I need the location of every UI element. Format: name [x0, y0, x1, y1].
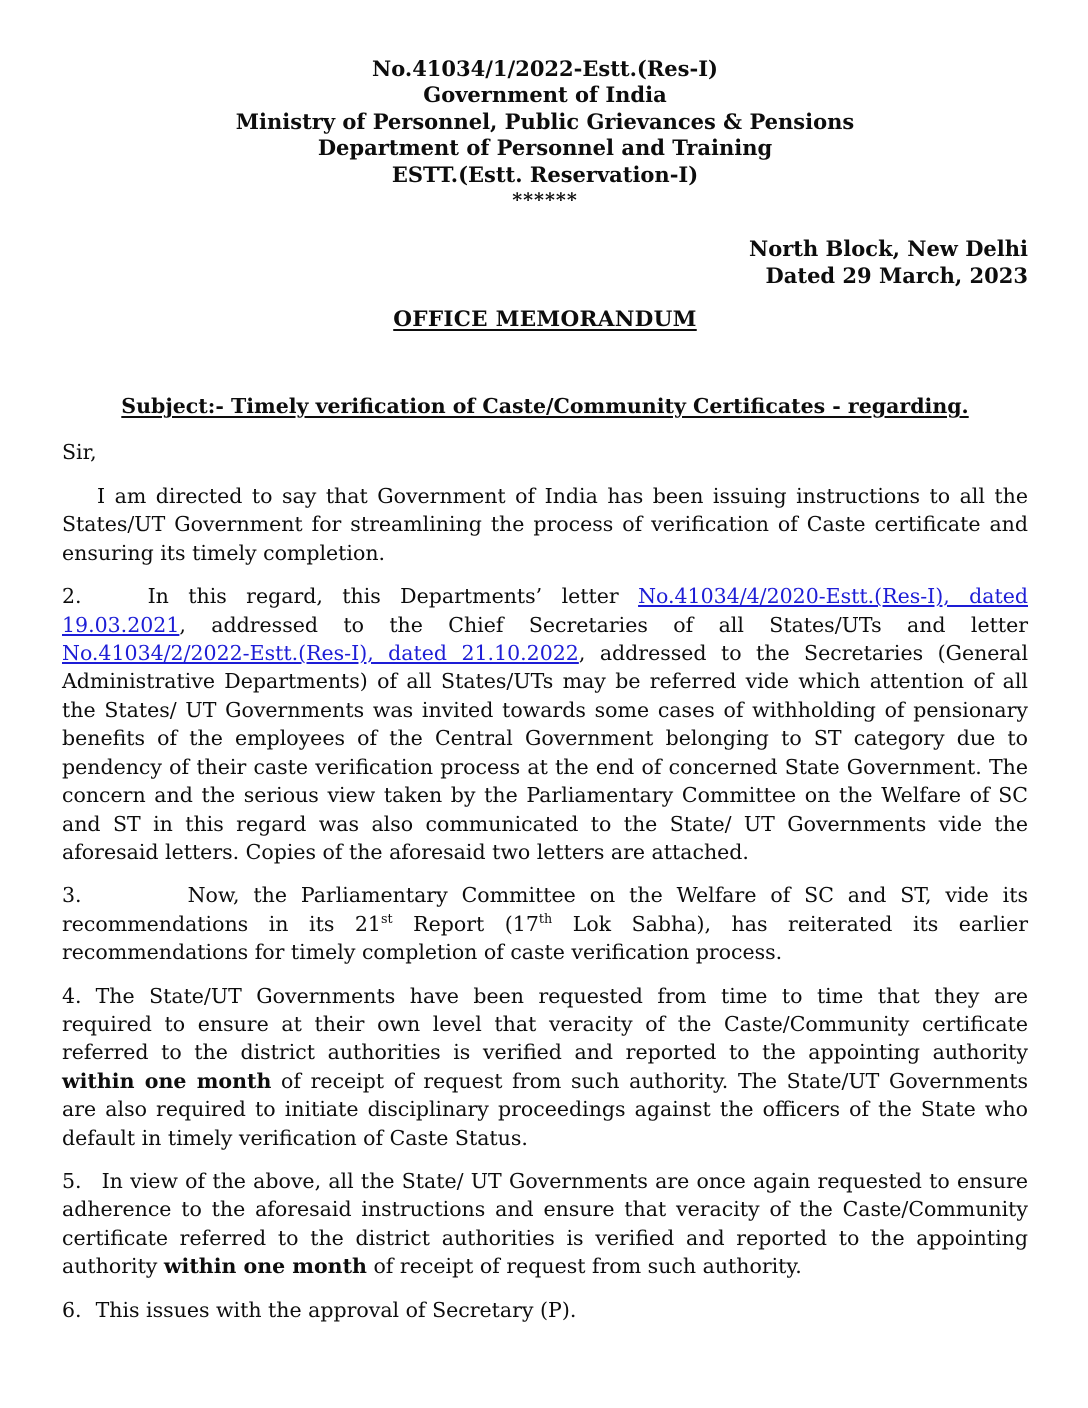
paragraph-2-text: , addressed to the Secretaries (General Administrative Departments) of all States/UTs may be referred vide which attention of all the States/ UT Governments was invited towards some cases of withholding of pensionary benefits of the employees of the Central Government belonging to ST category due to pendency of their caste verification process at the end of concerned State Government. The concern and the serious view taken by the Parliamentary Committee on the Welfare of SC and ST in this regard was also communicated to the State/ UT Governments vide the aforesaid letters. Copies of the aforesaid two letters are attached. [62, 641, 1028, 864]
paragraph-4-text: The State/UT Governments have been requested from time to time that they are required to ensure at their own level that veracity of the Caste/Community certificate referred to the district authorities is verified and reported to the appointing authority [62, 983, 1028, 1065]
paragraph-3-text: Lok Sabha), has reiterated its earlier recommendations for timely completion of caste verification process. [62, 911, 1028, 965]
org-line-section: ESTT.(Estt. Reservation-I) [391, 161, 699, 187]
emphasis-within-one-month: within one month [62, 1068, 272, 1093]
paragraph-5-text: In view of the above, all the State/ UT Governments are once again requested to ensure adherence to the aforesaid instructions and ensure that veracity of the Caste/Community certificate referred to the district authorities is verified and reported to the appointing authority [62, 1168, 1028, 1279]
paragraph-2 [62, 582, 1028, 866]
ordinal-superscript: st [380, 910, 393, 926]
tab-spacer [82, 602, 148, 603]
paragraph-5 [62, 1167, 1028, 1281]
place-line: North Block, New Delhi [749, 236, 1028, 262]
letterhead [62, 56, 1028, 212]
paragraph-1 [62, 482, 1028, 567]
emphasis-within-one-month: within one month [163, 1254, 367, 1279]
tab-spacer [82, 1187, 102, 1188]
paragraph-2-text: In this regard, this Departments’ letter [147, 584, 639, 609]
tab-spacer [82, 1316, 96, 1317]
dateline-block [62, 236, 1028, 289]
paragraph-4 [62, 982, 1028, 1152]
date-line: Dated 29 March, 2023 [765, 262, 1028, 288]
subject-line: Subject:- Timely verification of Caste/Community Certificates - regarding. [121, 394, 969, 419]
paragraph-1-text: I am directed to say that Government of India has been issuing instructions to all the States/UT Government for streamlining the process of verification of Caste certificate and ensuring its timely completion. [62, 484, 1028, 565]
separator-stars: ****** [512, 189, 578, 212]
memo-title: OFFICE MEMORANDUM [393, 307, 697, 333]
letter-link-2022[interactable]: No.41034/2/2022-Estt.(Res-I), dated 21.10.2022 [62, 641, 579, 666]
paragraph-3 [62, 881, 1028, 966]
paragraph-5-number: 5. [62, 1168, 82, 1193]
org-line-ministry: Ministry of Personnel, Public Grievances & Pensions [235, 108, 855, 134]
org-line-department: Department of Personnel and Training [317, 135, 773, 161]
paragraph-6-number: 6. [62, 1297, 82, 1322]
paragraph-6 [62, 1296, 1028, 1324]
tab-spacer [82, 901, 188, 902]
reference-number: No.41034/1/2022-Estt.(Res-I) [372, 56, 718, 81]
paragraph-5-text: of receipt of request from such authority. [366, 1254, 802, 1279]
paragraph-4-text: of receipt of request from such authority. The State/UT Governments are also required to initiate disciplinary proceedings against the officers of the State who default in timely verification of Caste Status. [62, 1068, 1028, 1150]
org-line-government: Government of India [423, 82, 667, 108]
paragraph-2-text: , addressed to the Chief Secretaries of all States/UTs and letter [179, 612, 1028, 637]
paragraph-3-number: 3. [62, 883, 82, 908]
paragraph-3-text: Report (17 [392, 911, 539, 936]
paragraph-4-number: 4. [62, 983, 82, 1008]
ordinal-superscript: th [538, 910, 553, 926]
paragraph-3-text: Now, the Parliamentary Committee on the Welfare of SC and ST, vide its recommendations in its 21 [62, 883, 1028, 936]
tab-spacer [82, 1002, 96, 1003]
paragraph-2-number: 2. [62, 584, 82, 609]
salutation: Sir, [62, 440, 97, 465]
letter-link-2021[interactable]: No.41034/4/2020-Estt.(Res-I), dated 19.03.2021 [62, 584, 1028, 637]
paragraph-6-text: This issues with the approval of Secretary (P). [95, 1297, 577, 1322]
